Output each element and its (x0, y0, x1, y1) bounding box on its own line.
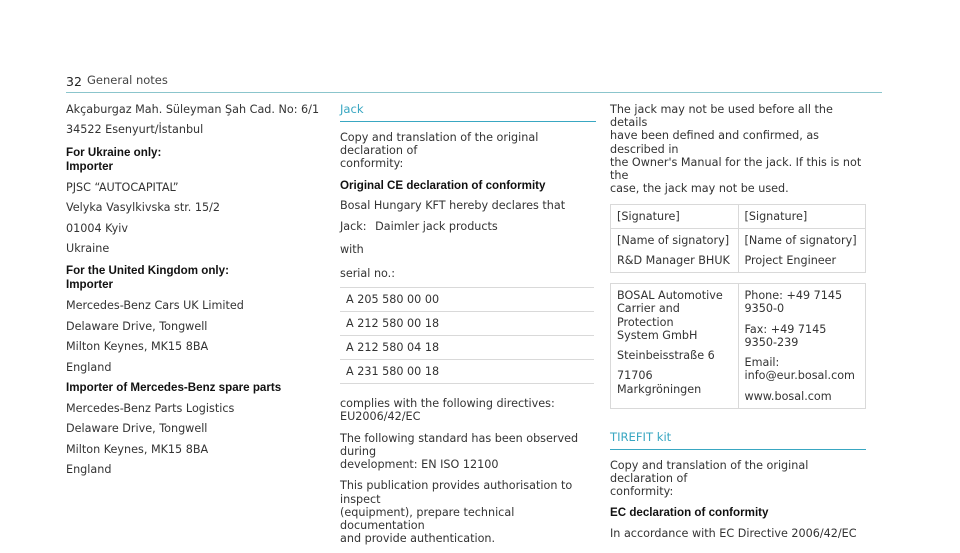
parts-street: Delaware Drive, Tongwell (66, 422, 208, 436)
jack-products (340, 220, 596, 233)
authorisation-line3: and provide authentication. (340, 532, 496, 546)
bosal-email: info@eur.bosal.com (744, 369, 855, 383)
column-importers (66, 103, 320, 484)
parts-importer-heading: Importer of Mercedes-Benz spare parts (66, 381, 282, 394)
table-row (340, 288, 594, 312)
tirefit-intro-line2: conformity: (610, 485, 674, 499)
serial-cell: A 205 580 00 00 (340, 288, 594, 312)
directives-line2: EU2006/42/EC (340, 410, 421, 424)
bosal-company-line2: Carrier and Protection (617, 302, 680, 329)
bosal-phone-line1: Phone: +49 7145 (744, 289, 843, 303)
usage-note (610, 103, 866, 196)
page-header (66, 74, 866, 92)
jack-label: Jack: (340, 219, 367, 233)
ukraine-country: Ukraine (66, 242, 110, 255)
signatory-cell-left (611, 228, 739, 272)
directives-paragraph (340, 397, 596, 423)
authorisation-paragraph (340, 479, 596, 545)
bosal-phone-line2: 9350-0 (744, 302, 785, 316)
tirefit-section-title: TIREFIT kit (610, 431, 866, 450)
bosal-city: 71706 Markgröningen (617, 369, 702, 396)
page-number: 32 (66, 74, 82, 89)
bosal-fax-line1: Fax: +49 7145 (744, 322, 827, 336)
bosal-fax-line2: 9350-239 (744, 335, 799, 349)
header-title: General notes (87, 73, 168, 87)
jack-intro-line1: Copy and translation of the original declaration of (340, 130, 539, 158)
usage-note-line1: The jack may not be used before all the details (610, 103, 833, 130)
bosal-street: Steinbeisstraße 6 (617, 349, 715, 363)
tirefit-intro (610, 459, 866, 499)
declaration-heading: Original CE declaration of conformity (340, 178, 546, 192)
bosal-company-line3: System GmbH (617, 328, 698, 342)
serial-cell: A 212 580 04 18 (340, 336, 594, 360)
jack-section-title: Jack (340, 103, 596, 122)
signatory-name-left: [Name of signatory] (617, 233, 730, 247)
table-row (611, 204, 866, 228)
serial-label: serial no.: (340, 266, 396, 280)
ukraine-heading: For Ukraine only: (66, 145, 162, 159)
standard-paragraph (340, 432, 596, 472)
header-rule (66, 92, 882, 93)
signatory-cell-right (738, 228, 866, 272)
jack-value: Daimler jack products (375, 219, 498, 233)
tirefit-heading: EC declaration of conformity (610, 506, 769, 520)
column-jack (340, 103, 596, 553)
bosal-website: www.bosal.com (744, 389, 832, 403)
bosal-contact-cell (738, 284, 866, 409)
turkey-address-line1: Akçaburgaz Mah. Süleyman Şah Cad. No: 6/1 (66, 103, 320, 116)
table-row (611, 228, 866, 272)
usage-note-line2: have been defined and confirmed, as described in (610, 129, 820, 156)
table-row (340, 336, 594, 360)
turkey-address-line2: 34522 Esenyurt/İstanbul (66, 123, 204, 137)
authorisation-line2: (equipment), prepare technical documentation (340, 505, 515, 532)
standard-line2: development: EN ISO 12100 (340, 458, 499, 472)
tirefit-directive: In accordance with EC Directive 2006/42/EC (610, 527, 857, 541)
signature-left: [Signature] (617, 209, 680, 223)
parts-city: Milton Keynes, MK15 8BA (66, 442, 209, 456)
usage-note-line3: the Owner's Manual for the jack. If this is not the (610, 155, 862, 183)
ukraine-company: PJSC “AUTOCAPITAL” (66, 180, 179, 194)
table-row (340, 312, 594, 336)
jack-intro (340, 131, 596, 171)
column-signatures (610, 103, 866, 548)
uk-city: Milton Keynes, MK15 8BA (66, 340, 209, 354)
table-row (340, 360, 594, 384)
uk-company: Mercedes-Benz Cars UK Limited (66, 299, 244, 313)
jack-intro-line2: conformity: (340, 157, 404, 171)
serial-table (340, 287, 594, 384)
parts-company: Mercedes-Benz Parts Logistics (66, 401, 235, 415)
signature-cell-left (611, 204, 739, 228)
signature-cell-right (738, 204, 866, 228)
declares-text: Bosal Hungary KFT hereby declares that (340, 199, 566, 213)
signatory-role-left: R&D Manager BHUK (617, 253, 730, 267)
table-row (611, 284, 866, 409)
bosal-address-cell (611, 284, 739, 409)
bosal-email-label: Email: (744, 356, 780, 370)
uk-street: Delaware Drive, Tongwell (66, 319, 208, 333)
signature-table (610, 204, 866, 274)
serial-cell: A 231 580 00 18 (340, 360, 594, 384)
with-text: with (340, 243, 364, 257)
tirefit-section (610, 431, 866, 541)
ukraine-importer-label: Importer (66, 159, 114, 173)
ukraine-street: Velyka Vasylkivska str. 15/2 (66, 201, 221, 215)
signature-right: [Signature] (744, 209, 808, 223)
directives-line1: complies with the following directives: (340, 397, 555, 411)
usage-note-line4: case, the jack may not be used. (610, 182, 789, 196)
tirefit-intro-line1: Copy and translation of the original declaration of (610, 458, 809, 485)
uk-country: England (66, 360, 112, 374)
standard-line1: The following standard has been observed during (340, 431, 579, 458)
signatory-role-right: Project Engineer (744, 253, 837, 267)
ukraine-city: 01004 Kyiv (66, 221, 129, 235)
bosal-address-table (610, 283, 866, 409)
parts-country: England (66, 463, 112, 477)
uk-heading: For the United Kingdom only: (66, 264, 229, 278)
authorisation-line1: This publication provides authorisation to inspect (340, 479, 573, 506)
bosal-company-line1: BOSAL Automotive (617, 289, 723, 303)
serial-cell: A 212 580 00 18 (340, 312, 594, 336)
uk-importer-label: Importer (66, 278, 114, 292)
signatory-name-right: [Name of signatory] (744, 233, 857, 247)
